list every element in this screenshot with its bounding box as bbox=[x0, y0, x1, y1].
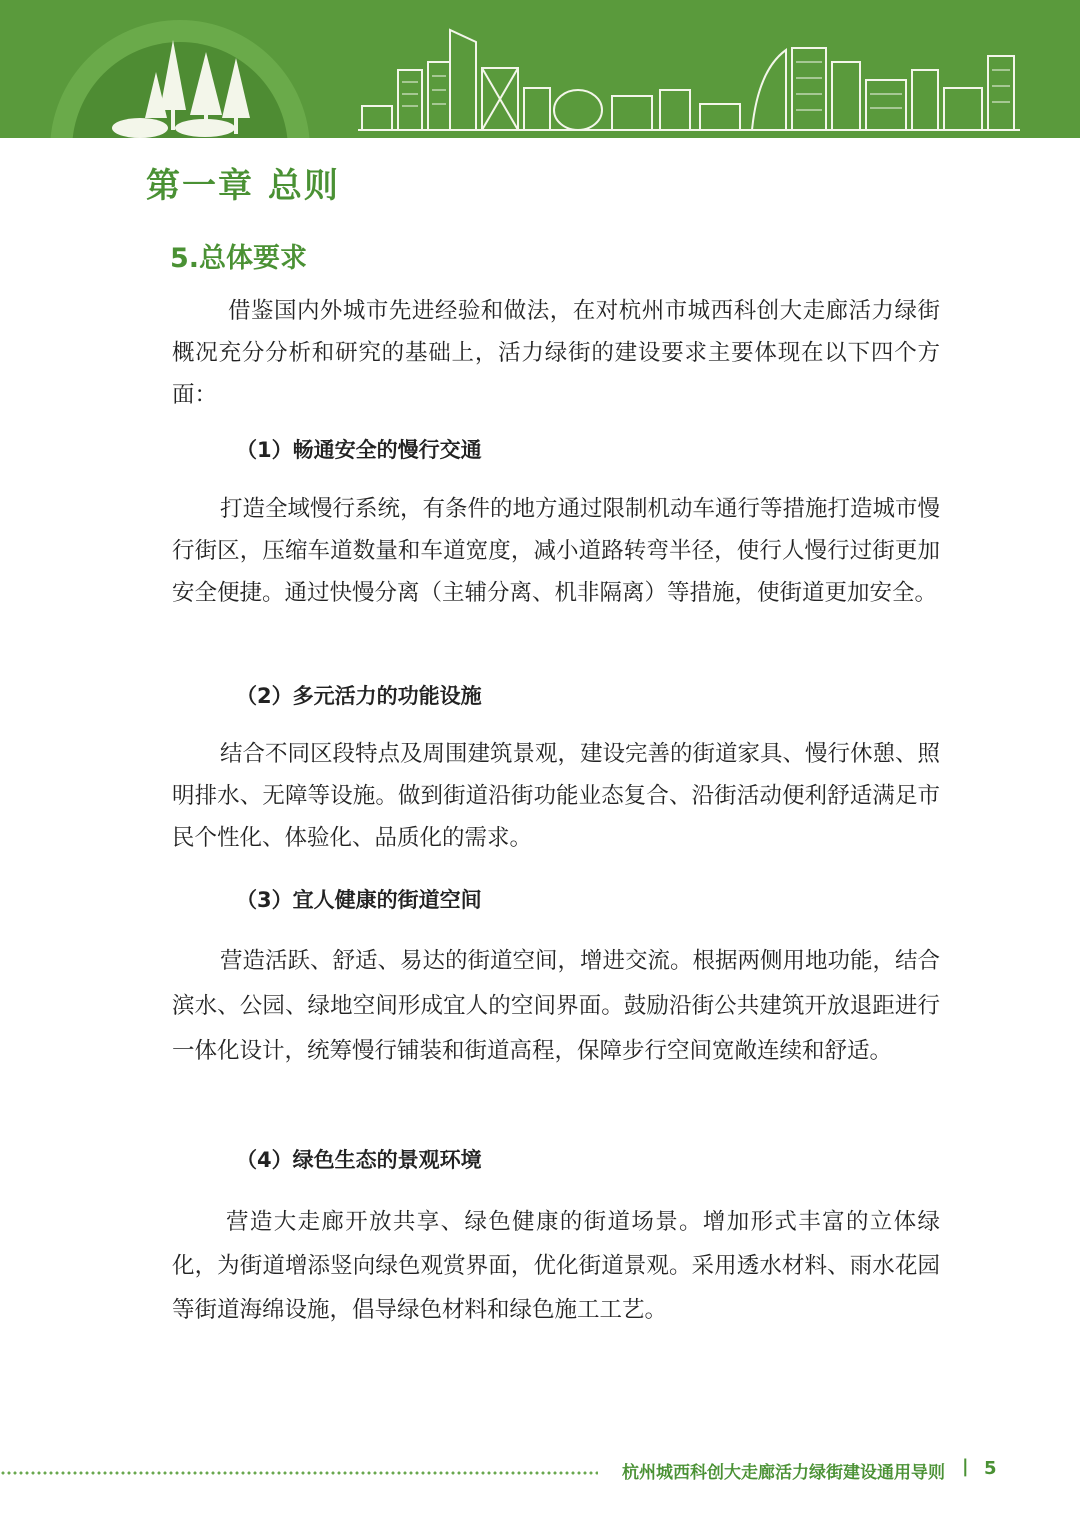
footer-dotted-line bbox=[0, 1471, 598, 1475]
item-2-heading: （2）多元活力的功能设施 bbox=[236, 684, 482, 708]
item-2-body: 结合不同区段特点及周围建筑景观，建设完善的街道家具、慢行休憩、照明排水、无障等设施。做到街道沿街功能业态复合、沿街活动便利舒适满足市民个性化、体验化、品质化的需求。 bbox=[172, 741, 941, 851]
item-1-body: 打造全域慢行系统，有条件的地方通过限制机动车通行等措施打造城市慢行街区，压缩车道数量和车道宽度，减小道路转弯半径，使行人慢行过街更加安全便捷。通过快慢分离（主辅分离、机非隔离）等措施，使街道更加安全。 bbox=[172, 496, 941, 606]
buildings-outline bbox=[358, 30, 1020, 130]
item-3-body: 营造活跃、舒适、易达的街道空间，增进交流。根据两侧用地功能，结合滨水、公园、绿地空间形成宜人的空间界面。鼓励沿街公共建筑开放退距进行一体化设计，统筹慢行铺装和街道高程，保障步行空间宽敞连续和舒适。 bbox=[172, 948, 941, 1064]
item-4-heading: （4）绿色生态的景观环境 bbox=[236, 1148, 482, 1172]
item-1-heading: （1）畅通安全的慢行交通 bbox=[236, 438, 482, 462]
chapter-title: 第一章 总则 bbox=[146, 166, 340, 206]
footer-separator: | bbox=[962, 1456, 969, 1477]
page-number: 5 bbox=[984, 1458, 997, 1479]
section-title: 5.总体要求 bbox=[170, 243, 308, 274]
item-3-heading: （3）宜人健康的街道空间 bbox=[236, 888, 482, 912]
intro-paragraph: 借鉴国内外城市先进经验和做法，在对杭州市城西科创大走廊活力绿街概况充分分析和研究的基础上，活力绿街的建设要求主要体现在以下四个方面： bbox=[172, 298, 940, 408]
city-skyline-illustration bbox=[0, 0, 1080, 138]
item-4-body: 营造大走廊开放共享、绿色健康的街道场景。增加形式丰富的立体绿化，为街道增添竖向绿色观赏界面，优化街道景观。采用透水材料、雨水花园等街道海绵设施，倡导绿色材料和绿色施工工艺。 bbox=[172, 1209, 940, 1323]
header-banner bbox=[0, 0, 1080, 138]
footer-document-title: 杭州城西科创大走廊活力绿街建设通用导则 bbox=[622, 1463, 945, 1483]
